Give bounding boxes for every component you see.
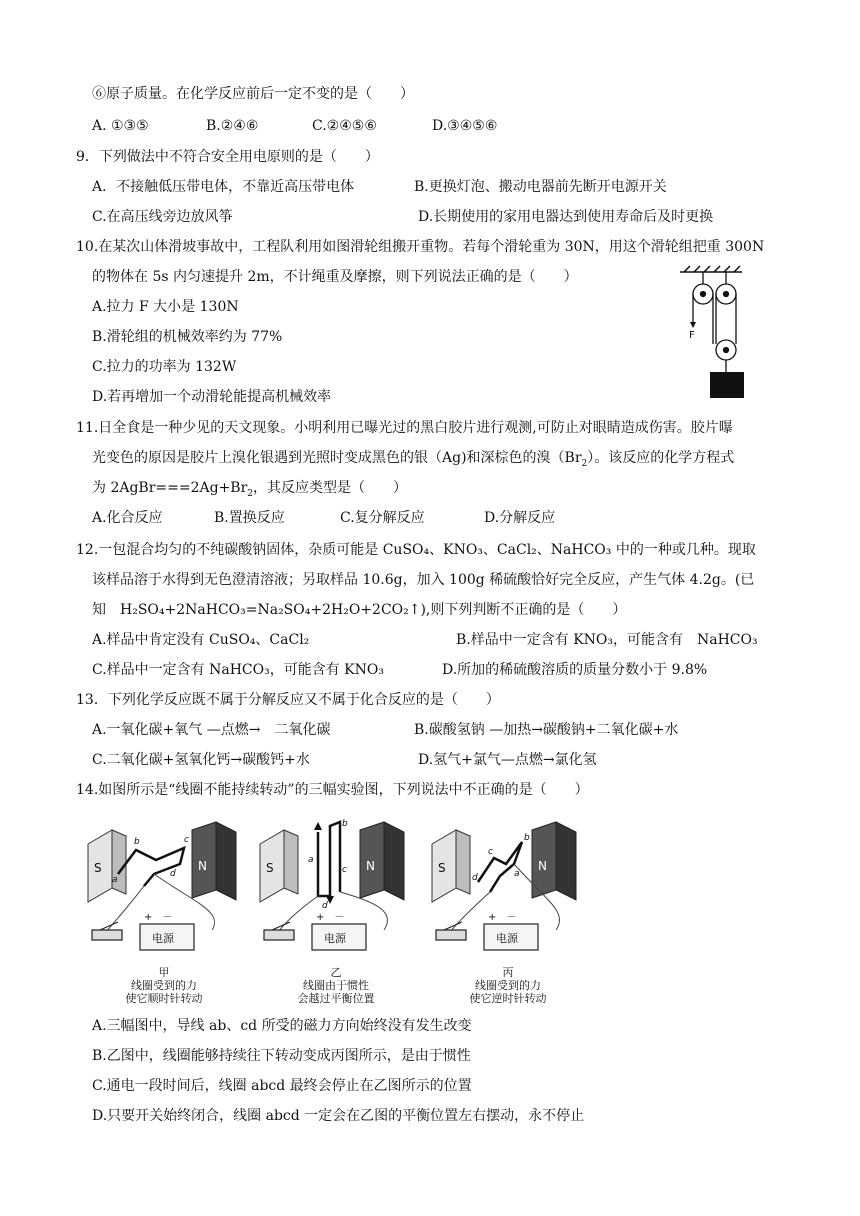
magnet-n-pole [360,822,404,900]
force-label: F [689,330,695,341]
force-arrow-icon [690,322,696,328]
panel-yi-caption-1: 线圈由于惯性 [303,979,369,992]
q13-option-a[interactable]: A.一氧化碳+氧气 —点燃→ 二氧化碳 [92,722,331,738]
ceiling-beam [680,266,742,272]
svg-text:电源: 电源 [152,932,174,945]
q11-stem-line1: 11.日全食是一种少见的天文现象。小明利用已曝光过的黑白胶片进行观测,可防止对眼睛造成伤害。胶片曝 [76,420,733,436]
pulley-figure [670,262,756,408]
switch-icon [264,922,294,940]
svg-text:S: S [266,861,274,875]
q14-option-d[interactable]: D.只要开关始终闭合，线圈 abcd 一定会在乙图的平衡位置左右摆动，永不停止 [92,1108,585,1124]
motor-panel-bing [428,812,588,1004]
q8-option-a[interactable]: A. ①③⑤ [92,118,149,134]
svg-text:+ －: + － [144,912,173,923]
q12-option-b[interactable]: B.样品中一定含有 KNO₃，可能含有 NaHCO₃ [456,632,758,648]
q13-options-row1 [92,720,678,740]
svg-text:d: d [472,873,478,883]
q12-stem-line3: 知 H₂SO₄+2NaHCO₃=Na₂SO₄+2H₂O+2CO₂↑),则下列判断不正确的是（ ） [92,602,627,618]
q8-tail: ⑥原子质量。在化学反应前后一定不变的是（ ） [92,86,414,102]
panel-yi-caption-2: 会越过平衡位置 [297,992,375,1005]
q10-stem-line1: 10.在某次山体滑坡事故中，工程队利用如图滑轮组搬开重物。若每个滑轮重为 30N，用这个滑轮组把重 300N [76,239,765,255]
coil-abcd [118,848,184,886]
q11-option-a[interactable]: A.化合反应 [92,510,163,526]
q9-option-c[interactable]: C.在高压线旁边放风筝 [92,209,233,225]
coil-abcd [318,822,340,896]
svg-text:a: a [112,875,118,885]
q11-stem-line3: 为 $2AgBr===2Ag+Br_2$，其反应类型是（ ） [92,480,408,499]
magnet-s-pole [88,830,126,902]
q14-option-a[interactable]: A.三幅图中，导线 ab、cd 所受的磁力方向始终没有发生改变 [92,1018,472,1034]
svg-text:c: c [184,835,189,845]
q14-option-c[interactable]: C.通电一段时间后，线圈 abcd 最终会停止在乙图所示的位置 [92,1078,472,1094]
power-supply [140,912,194,950]
q9-option-b[interactable]: B.更换灯泡、搬动电器前先断开电源开关 [414,179,667,195]
coil-abcd [478,842,522,892]
svg-text:d: d [170,869,176,879]
q13-option-b[interactable]: B.碳酸氢钠 —加热→碳酸钠+二氧化碳+水 [414,722,679,738]
q8-options [92,116,497,136]
q11-options [92,508,555,528]
heavy-weight [710,372,744,398]
q8-option-d[interactable]: D.③④⑤⑥ [432,118,498,134]
q10-option-c[interactable]: C.拉力的功率为 132W [92,359,237,375]
svg-text:S: S [438,861,446,875]
svg-text:c: c [342,865,347,875]
panel-jia-caption-2: 使它顺时针转动 [125,992,203,1005]
svg-text:+ －: + － [488,912,517,923]
q12-option-a[interactable]: A.样品中肯定没有 CuSO₄、CaCl₂ [92,632,310,648]
magnet-s-pole [260,830,298,902]
q12-stem-line2: 该样品溶于水得到无色澄清溶液；另取样品 10.6g，加入 100g 稀硫酸恰好完全反应，产生气体 4.2g。(已 [92,572,755,588]
q13-stem: 13．下列化学反应既不属于分解反应又不属于化合反应的是（ ） [76,692,500,708]
q8-option-c[interactable]: C.②④⑤⑥ [312,118,377,134]
svg-text:b: b [342,819,348,829]
q12-option-d[interactable]: D.所加的稀硫酸溶质的质量分数小于 9.8% [442,662,708,678]
svg-text:N: N [198,859,207,873]
q9-options-row2 [92,207,713,227]
q9-options-row1 [92,177,667,197]
q10-option-d[interactable]: D.若再增加一个动滑轮能提高机械效率 [92,389,332,405]
q14-option-b[interactable]: B.乙图中，线圈能够持续往下转动变成丙图所示，是由于惯性 [92,1048,471,1064]
power-supply [312,912,366,950]
magnet-n-pole [532,822,576,900]
switch-icon [92,922,122,940]
q11-stem-line2: 光变色的原因是胶片上溴化银遇到光照时变成黑色的银（Ag)和深棕色的溴$(Br_2)$。该反应的化学方程式 [92,450,735,469]
power-supply [484,912,538,950]
q14-stem: 14.如图所示是“线圈不能持续转动”的三幅实验图，下列说法中不正确的是（ ） [76,782,589,798]
q8-option-b[interactable]: B.②④⑥ [206,118,259,134]
switch-icon [436,922,466,940]
q9-option-d[interactable]: D.长期使用的家用电器达到使用寿命后及时更换 [418,209,714,225]
panel-bing-caption-2: 使它逆时针转动 [469,992,547,1005]
svg-text:a: a [514,869,520,879]
svg-text:d: d [322,901,328,911]
motor-panel-jia [84,812,244,1004]
q12-option-c[interactable]: C.样品中一定含有 NaHCO₃，可能含有 KNO₃ [92,662,384,678]
panel-jia-caption-1: 线圈受到的力 [131,979,197,992]
q11-option-c[interactable]: C.复分解反应 [340,510,425,526]
panel-yi-name: 乙 [330,966,342,979]
q12-options-row1 [92,630,758,650]
q12-options-row2 [92,660,707,680]
svg-text:b: b [524,833,530,843]
q10-option-b[interactable]: B.滑轮组的机械效率约为 77% [92,329,283,345]
svg-text:c: c [488,847,493,857]
q9-option-a[interactable]: A．不接触低压带电体，不靠近高压带电体 [92,179,355,195]
svg-text:N: N [366,859,375,873]
svg-text:+ －: + － [316,912,345,923]
svg-text:S: S [94,861,102,875]
magnet-n-pole [192,822,236,900]
q13-option-c[interactable]: C.二氧化碳+氢氧化钙→碳酸钙+水 [92,752,310,768]
svg-text:b: b [134,837,140,847]
q10-option-a[interactable]: A.拉力 F 大小是 130N [92,299,239,315]
panel-bing-name: 丙 [502,966,514,979]
svg-text:电源: 电源 [324,932,346,945]
panel-jia-name: 甲 [158,966,170,979]
q10-stem-line2: 的物体在 5s 内匀速提升 2m，不计绳重及摩擦，则下列说法正确的是（ ） [92,269,578,285]
q13-options-row2 [92,750,597,770]
motor-panel-yi [256,812,416,1004]
q11-option-d[interactable]: D.分解反应 [484,510,556,526]
q9-stem: 9．下列做法中不符合安全用电原则的是（ ） [76,149,379,165]
svg-text:N: N [538,859,547,873]
q13-option-d[interactable]: D.氢气+氯气—点燃→氯化氢 [418,752,597,768]
magnet-s-pole [432,830,470,902]
svg-text:电源: 电源 [496,932,518,945]
q11-option-b[interactable]: B.置换反应 [214,510,285,526]
panel-bing-caption-1: 线圈受到的力 [475,979,541,992]
q12-stem-line1: 12.一包混合均匀的不纯碳酸钠固体，杂质可能是 CuSO₄、KNO₃、CaCl₂、NaHCO₃ 中的一种或几种。现取 [76,542,756,558]
svg-text:a: a [308,855,314,865]
